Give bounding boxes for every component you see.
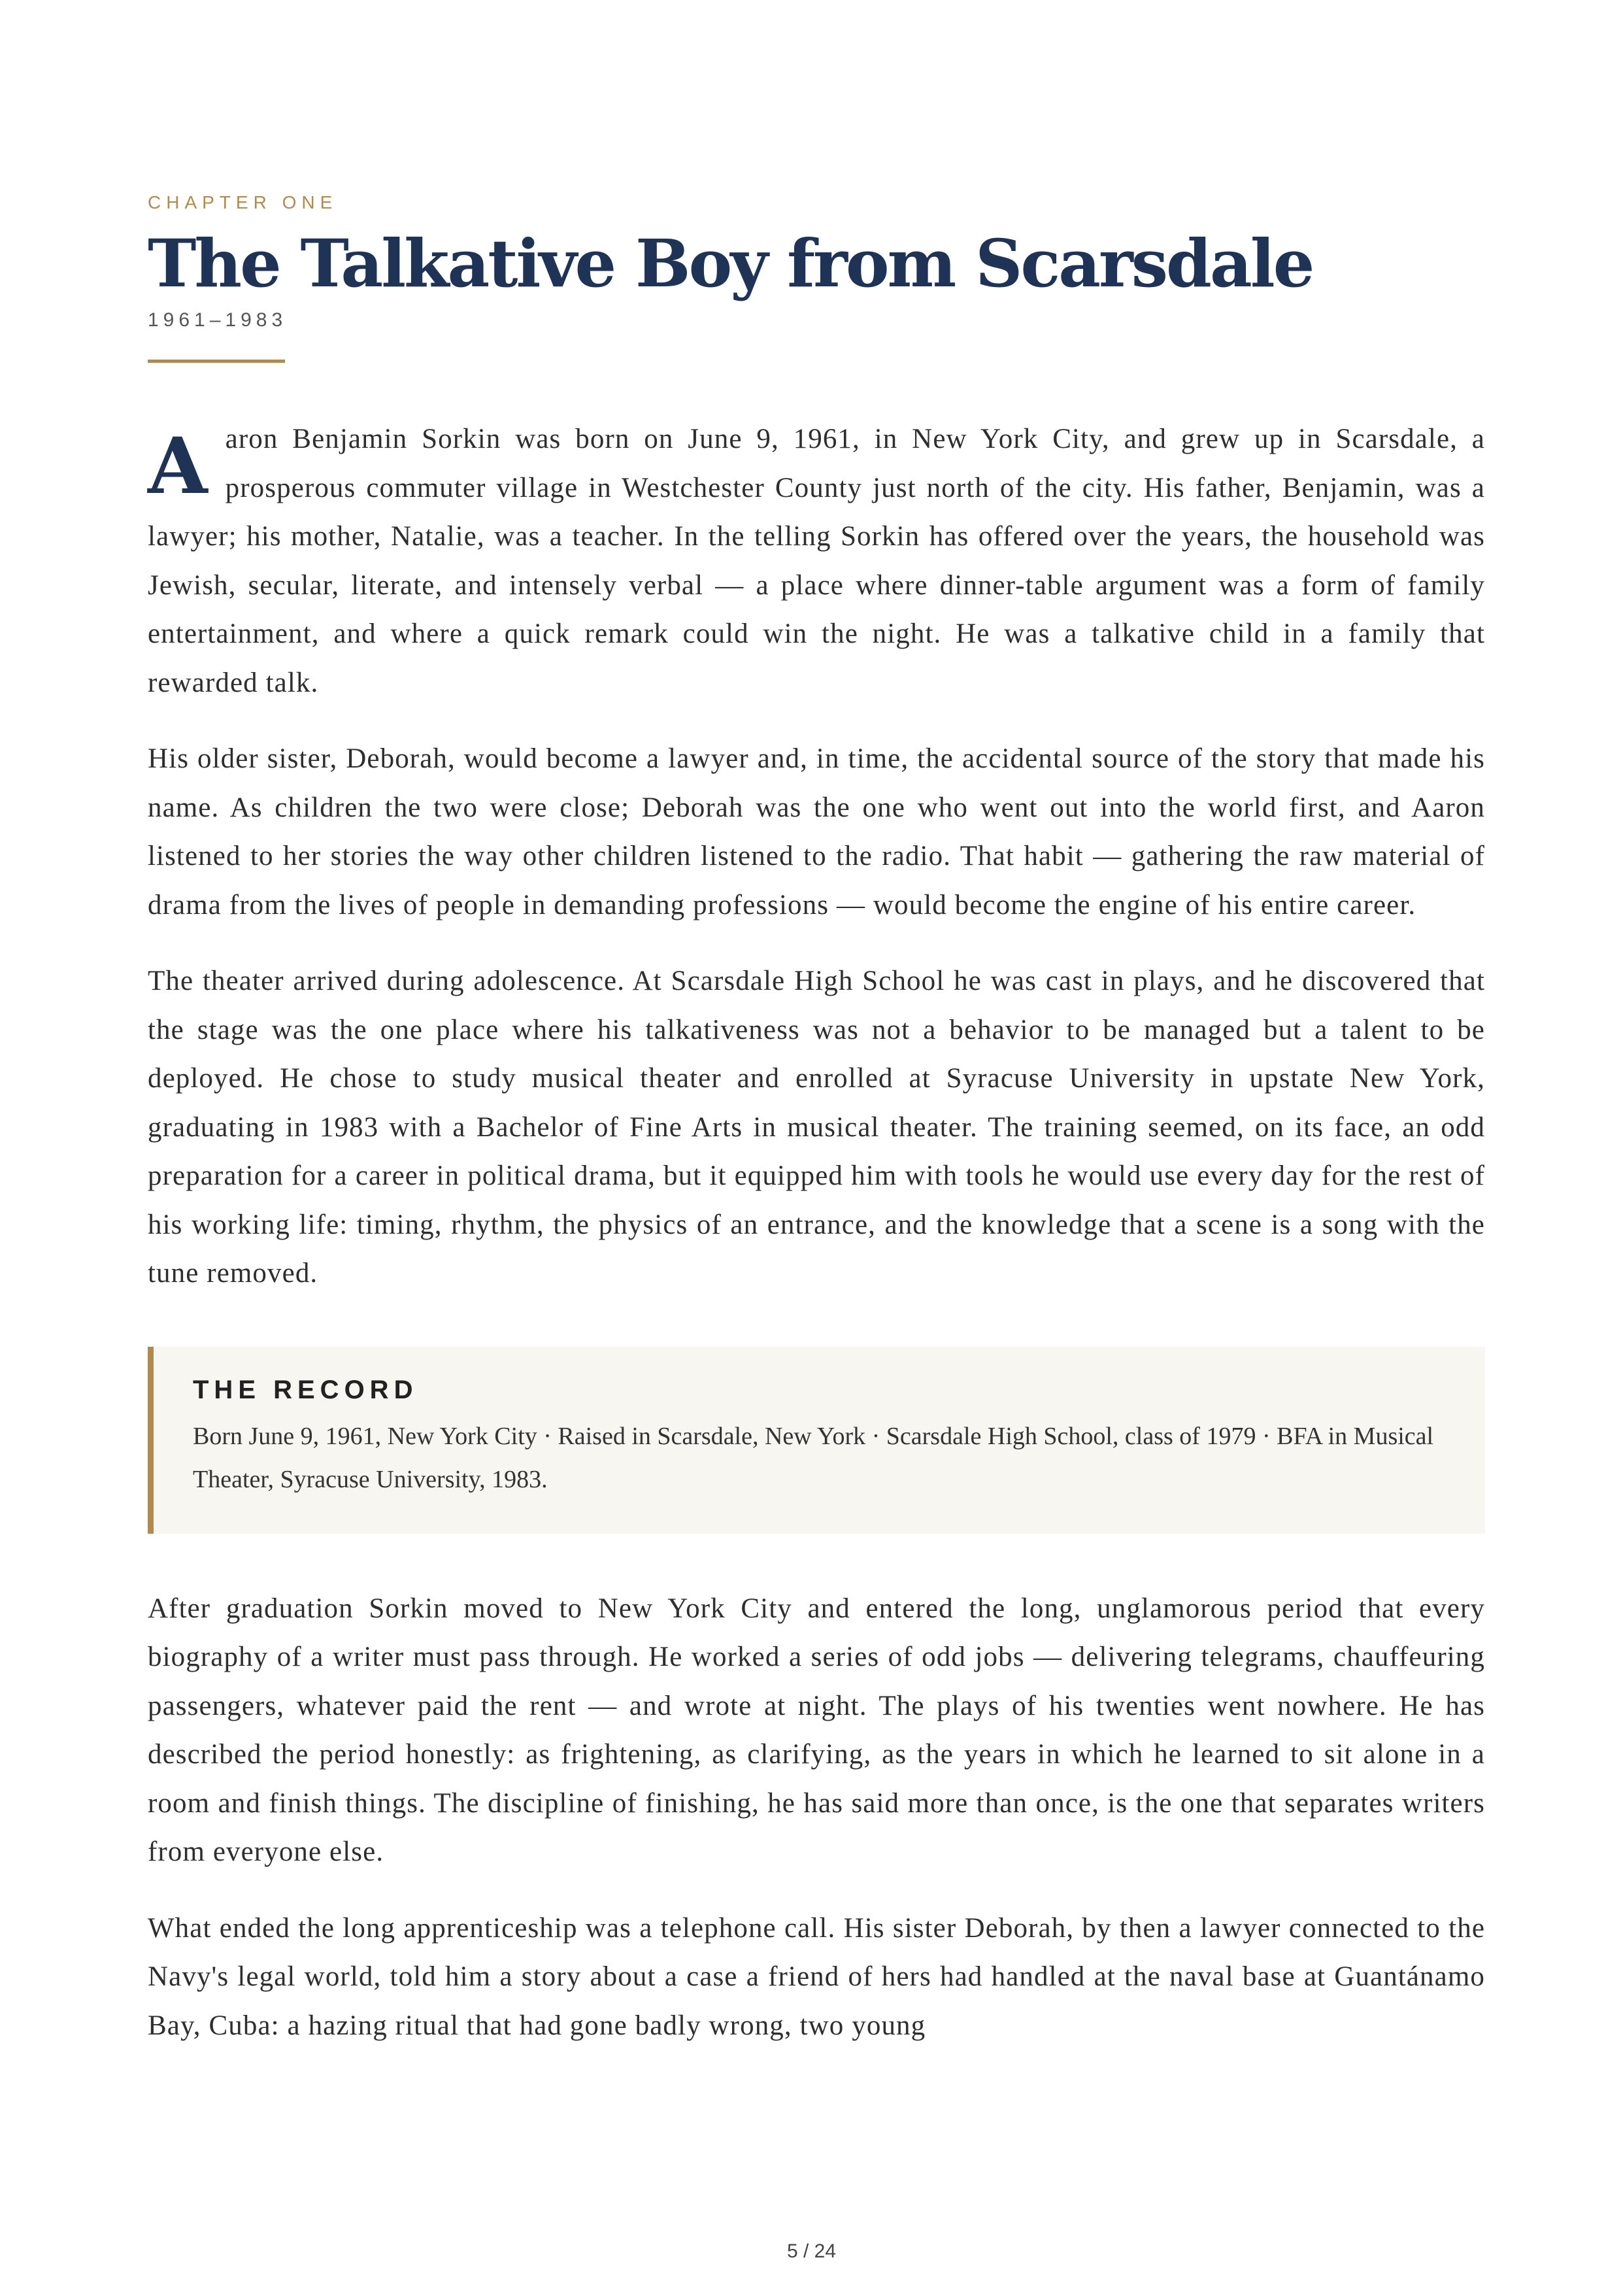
body-paragraph-4: After graduation Sorkin moved to New York City and entered the long, unglamorous period that every biography of a writer must pass through. He worked a series of odd jobs — delivering telegrams, chauffeuring passengers, whatever paid the rent — and wrote at night. The plays of his twenties went nowhere. He has described the period honestly: as frightening, as clarifying, as the years in which he learned to sit alone in a room and finish things. The discipline of finishing, he has said more than once, is the one that separates writers from everyone else. [148,1593,1485,1867]
record-body: Born June 9, 1961, New York City · Raised in Scarsdale, New York · Scarsdale High School, class of 1979 · BFA in Musical Theater, Syracuse University, 1983. [193,1422,1434,1493]
paragraph-1-text: aron Benjamin Sorkin was born on June 9, 1961, in New York City, and grew up in Scarsdale, a prosperous commuter village in Westchester County just north of the city. His father, Benjamin, was a lawyer; his mother, Natalie, was a teacher. In the telling Sorkin has offered over the years, the household was Jewish, secular, literate, and intensely verbal — a place where dinner-table argument was a form of family entertainment, and where a quick remark could win the night. He was a talkative child in a family that rewarded talk. [148,424,1485,698]
title-divider [148,360,285,363]
chapter-kicker: CHAPTER ONE [148,192,338,212]
chapter-title: The Talkative Boy from Scarsdale [148,225,1313,302]
chapter-dates: 1961–1983 [148,309,288,331]
record-heading: THE RECORD [193,1375,418,1404]
page-number: 5 / 24 [786,2240,837,2262]
body-paragraph-3: The theater arrived during adolescence. At Scarsdale High School he was cast in plays, and he discovered that the stage was the one place where his talkativeness was not a behavior to be managed but a talent to be deployed. He chose to study musical theater and enrolled at Syracuse University in upstate New York, graduating in 1983 with a Bachelor of Fine Arts in musical theater. The training seemed, on its face, an odd preparation for a career in political drama, but it equipped him with tools he would use every day for the rest of his working life: timing, rhythm, the physics of an entrance, and the knowledge that a scene is a song with the tune removed. [148,966,1485,1289]
record-callout [148,1347,1485,1534]
body-paragraph-5: What ended the long apprenticeship was a telephone call. His sister Deborah, by then a lawyer connected to the Navy's legal world, told him a story about a case a friend of hers had handled at the naval base at Guantánamo Bay, Cuba: a hazing ritual that had gone badly wrong, two young [148,1912,1485,2041]
chapter-page [148,190,1485,2050]
drop-cap: A [148,420,209,511]
body-paragraph-2: His older sister, Deborah, would become a lawyer and, in time, the accidental source of the story that made his name. As children the two were close; Deborah was the one who went out into the world first, and Aaron listened to her stories the way other children listened to the radio. That habit — gathering the raw material of drama from the lives of people in demanding professions — would become the engine of his entire career. [148,743,1485,920]
body-paragraph-1 [148,415,1485,707]
